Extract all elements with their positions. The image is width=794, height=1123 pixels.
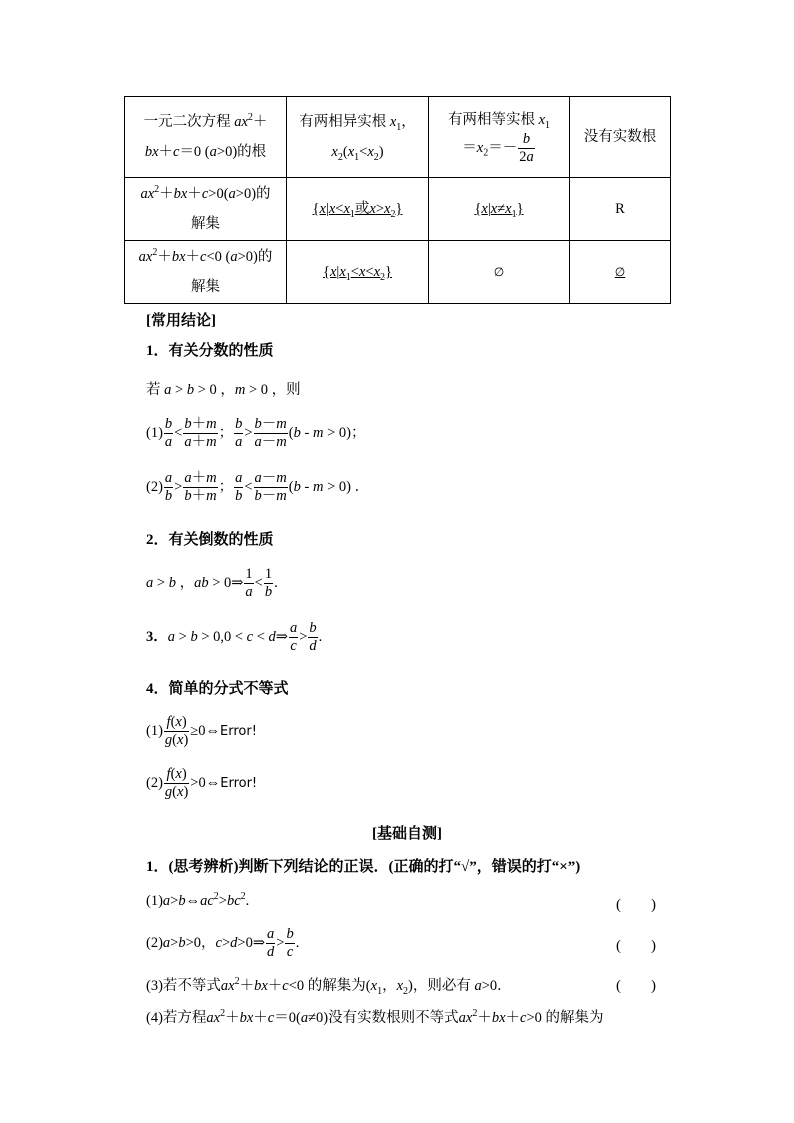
basic-self-test-title: [基础自测] [372,826,442,842]
section-4-item-1: (1) $\frac{f(x)}{g(x)}$ ≥0⇔Error! [146,714,257,748]
table-row [125,241,671,304]
question-1-item-2: (2)a>b>0，c>d>0⇒ $\frac{a}{d}$ > $\frac{b}{c}$ . [146,926,300,960]
table-row [125,97,671,178]
answer-blank-2[interactable]: ( ) [616,938,656,954]
section-2-formula: a > b ，ab > 0⇒ $\frac{1}{a}$ < $\frac{1}{b}$ . [146,566,278,600]
common-conclusions-title: [常用结论] [146,313,216,329]
answer-blank-1[interactable]: ( ) [616,897,656,913]
table-cell-positive-distinct: {$x|x<x_1$或$x>x_2$} [287,178,429,241]
table-cell-negative-none: ∅ [570,241,671,304]
table-label-negative-solution: $ax^2+bx+c<0$ (a>0)的 解集 [125,241,287,304]
section-1-title: 1．有关分数的性质 [146,343,274,359]
table-cell-negative-equal: ∅ [429,241,570,304]
answer-blank-3[interactable]: ( ) [616,978,656,994]
section-4-item-2: (2) $\frac{f(x)}{g(x)}$ >0⇔Error! [146,766,258,800]
table-cell-positive-equal: $\{x|x\ne x_1\}$ [429,178,570,241]
section-1-condition: 若 a > b > 0 ，m > 0 ，则 [146,382,301,398]
table-header-equation: 一元二次方程 $ax^2+$ bx＋c＝0 (a>0)的根 [125,97,287,178]
section-1-item-1: (1) $\frac{b}{a}$ < $\frac{b+m}{a+m}$ ； $\frac{b}{a}$ > $\frac{b-m}{a-m}$ (b - m > 0)； [146,416,366,450]
question-1-item-4: (4)若方程$ax^2+bx+c=0(a\ne 0)$没有实数根则不等式$ax^2+bx+c>0$ 的解集为 [146,1008,604,1026]
table-cell-positive-none: R [570,178,671,241]
section-2-title: 2．有关倒数的性质 [146,532,274,548]
section-1-item-2: (2) $\frac{a}{b}$ > $\frac{a+m}{b+m}$ ； $\frac{a}{b}$ < $\frac{a-m}{b-m}$ (b - m > 0) ． [146,470,370,504]
question-1-item-3: (3)若不等式$ax^2+bx+c<0$ 的解集为($x_1$，$x_2$)，则必有 a>0． [146,976,512,997]
section-4-title: 4．简单的分式不等式 [146,681,289,697]
table-header-equal-roots: 有两相等实根 $x_1$ $=x_2=-$ $\frac{b}{2a}$ [429,97,570,178]
table-row [125,178,671,241]
table-label-positive-solution: $ax^2+bx+c>0(a>0)$的 解集 [125,178,287,241]
question-1-prompt: 1．(思考辨析)判断下列结论的正误．(正确的打“√”，错误的打“×”) [146,859,581,875]
table-cell-negative-distinct: $\{x|x_1<x<x_2\}$ [287,241,429,304]
section-3-formula: 3．a > b > 0,0 < c < d⇒ $\frac{a}{c}$ > $\frac{b}{d}$ . [146,620,323,654]
roots-table [124,96,671,304]
table-header-no-roots: 没有实数根 [570,97,671,178]
question-1-item-1: $(1)a>b\Leftrightarrow ac^2>bc^2$. [146,891,250,909]
table-header-distinct-roots: 有两相异实根 $x_1$， $x_2(x_1<x_2)$ [287,97,429,178]
